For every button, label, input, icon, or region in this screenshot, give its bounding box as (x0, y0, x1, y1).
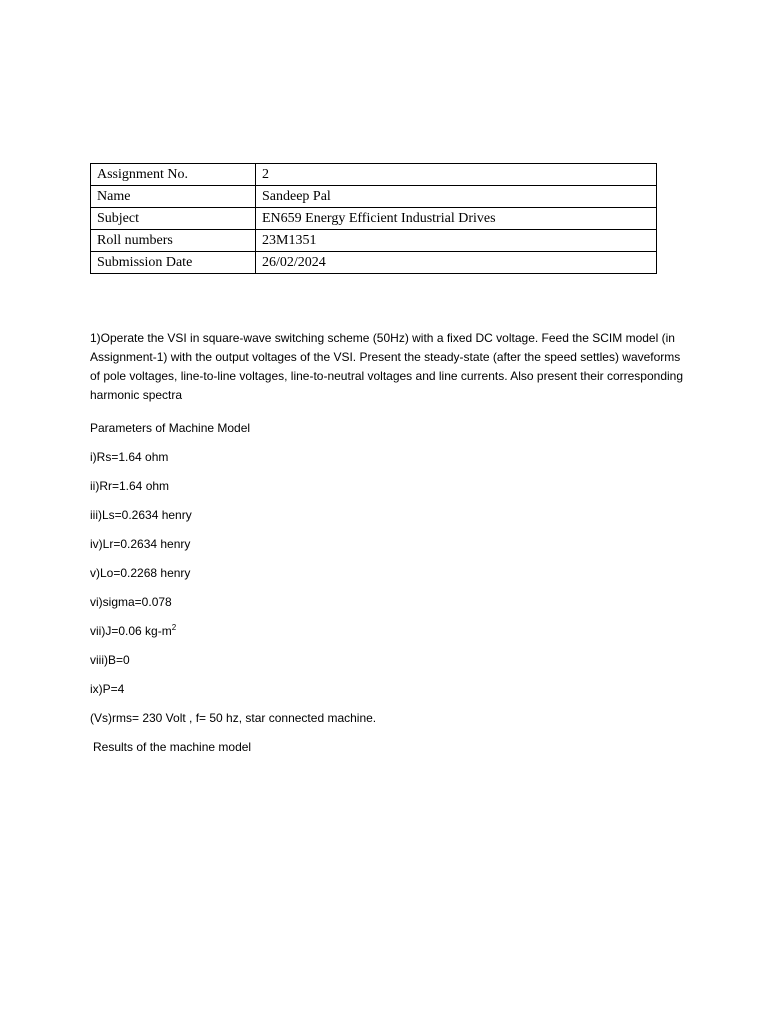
table-row (91, 208, 657, 230)
table-row (91, 186, 657, 208)
parameter-j-exponent: 2 (171, 623, 177, 632)
parameter-rs: i)Rs=1.64 ohm (90, 450, 169, 464)
roll-numbers-label: Roll numbers (91, 230, 256, 252)
parameter-lo: v)Lo=0.2268 henry (90, 566, 191, 580)
subject-label: Subject (91, 208, 256, 230)
parameter-lr: iv)Lr=0.2634 henry (90, 537, 191, 551)
parameters-heading: Parameters of Machine Model (90, 421, 251, 435)
submission-date-value: 26/02/2024 (256, 252, 657, 274)
parameter-p: ix)P=4 (90, 682, 125, 696)
assignment-no-value: 2 (256, 164, 657, 186)
submission-date-label: Submission Date (91, 252, 256, 274)
table-row (91, 230, 657, 252)
parameter-b: viii)B=0 (90, 653, 130, 667)
assignment-no-label: Assignment No. (91, 164, 256, 186)
parameter-ls: iii)Ls=0.2634 henry (90, 508, 192, 522)
parameter-j-text: vii)J=0.06 kg-m (90, 624, 172, 638)
results-heading: Results of the machine model (93, 740, 252, 754)
question-paragraph: 1)Operate the VSI in square-wave switching scheme (50Hz) with a fixed DC voltage. Feed the SCIM model (in Assignment-1) with the output voltages of the VSI. Present the steady-state (after the speed settles) waveforms of pole voltages, line-to-line voltages, line-to-neutral voltages and line currents. Also present their corresponding harmonic spectra (90, 331, 684, 402)
parameter-j (90, 617, 686, 646)
assignment-info-table (90, 163, 657, 274)
name-value: Sandeep Pal (256, 186, 657, 208)
table-row (91, 252, 657, 274)
name-label: Name (91, 186, 256, 208)
subject-value: EN659 Energy Efficient Industrial Drives (256, 208, 657, 230)
supply-spec: (Vs)rms= 230 Volt , f= 50 hz, star connected machine. (90, 711, 377, 725)
parameter-rr: ii)Rr=1.64 ohm (90, 479, 170, 493)
roll-numbers-value: 23M1351 (256, 230, 657, 252)
parameter-sigma: vi)sigma=0.078 (90, 595, 172, 609)
document-body (90, 329, 686, 762)
table-row (91, 164, 657, 186)
